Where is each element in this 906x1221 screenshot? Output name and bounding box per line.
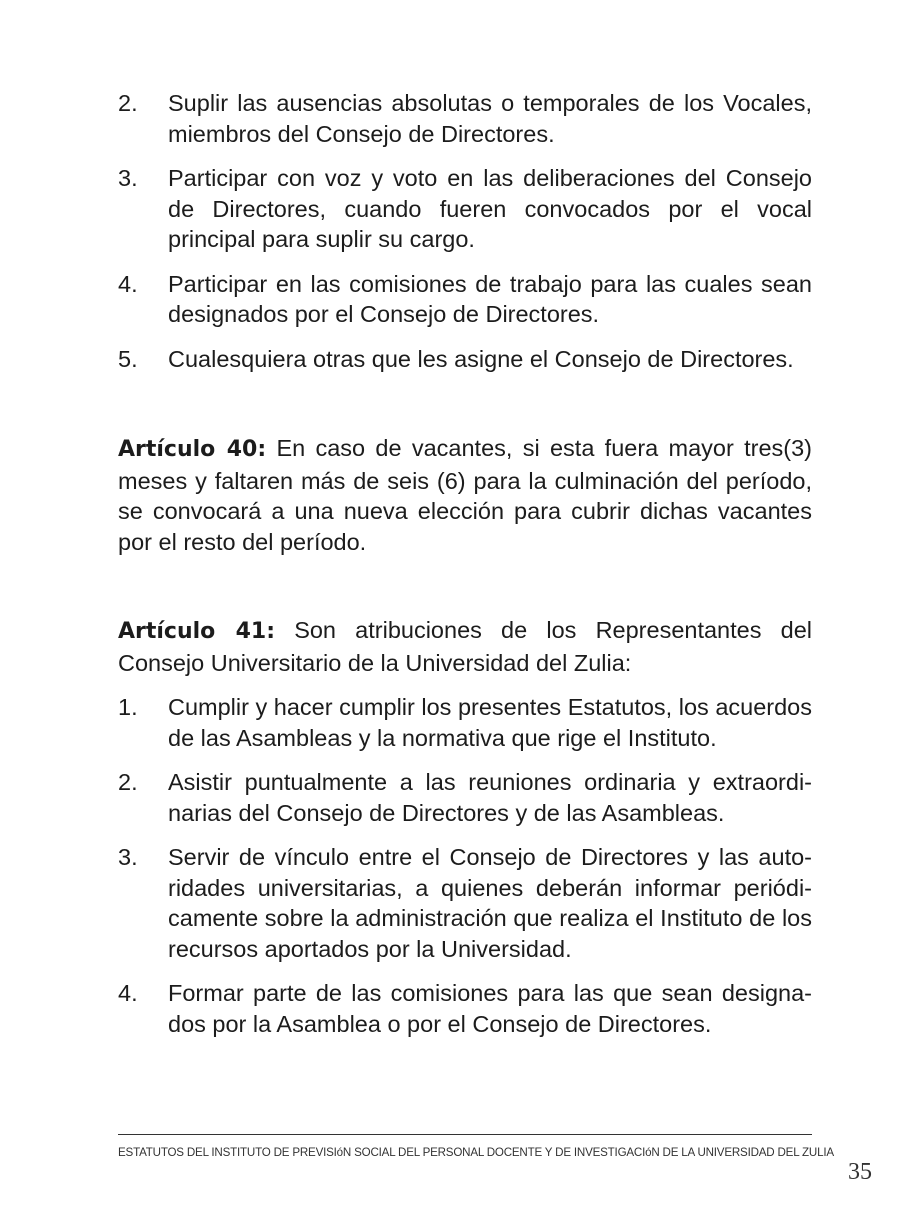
attributions-list-continued bbox=[118, 88, 812, 374]
footer-divider bbox=[118, 1134, 812, 1135]
list-item bbox=[118, 88, 812, 149]
list-item bbox=[118, 344, 812, 375]
running-footer: ESTATUTOS DEL INSTITUTO DE PREVISIóN SOCIAL DEL PERSONAL DOCENTE Y DE INVESTIGACIóN DE LA UNIVERSIDAD DEL ZULIA bbox=[118, 1146, 834, 1159]
article-41-paragraph bbox=[118, 615, 812, 678]
page-body bbox=[118, 88, 812, 1053]
article-41-list bbox=[118, 692, 812, 1039]
list-item bbox=[118, 692, 812, 753]
list-item-number: 4. bbox=[118, 980, 138, 1006]
list-item-text: Cualesquiera otras que les asigne el Consejo de Directores. bbox=[168, 345, 794, 372]
list-item-text: Formar parte de las comisiones para las que sean designados por la Asamblea o por el Consejo de Directores. bbox=[168, 980, 812, 1037]
list-item-text: Cumplir y hacer cumplir los presentes Estatutos, los acuerdos de las Asambleas y la normativa que rige el Instituto. bbox=[168, 694, 812, 751]
article-41-heading: Artículo 41: bbox=[118, 619, 276, 644]
list-item bbox=[118, 163, 812, 255]
list-item-text: Suplir las ausencias absolutas o temporales de los Vocales, miembros del Consejo de Directores. bbox=[168, 90, 812, 147]
list-item bbox=[118, 767, 812, 828]
list-item-number: 3. bbox=[118, 844, 138, 870]
list-item-text: Servir de vínculo entre el Consejo de Directores y las autoridades universitarias, a quienes deberán informar periódicamente sobre la administración que realiza el Instituto de los recursos aportados por la Universidad. bbox=[168, 844, 812, 962]
list-item-number: 5. bbox=[118, 345, 138, 372]
list-item-number: 4. bbox=[118, 270, 138, 297]
list-item-number: 2. bbox=[118, 769, 138, 795]
list-item bbox=[118, 842, 812, 964]
list-item-text: Participar en las comisiones de trabajo para las cuales sean designados por el Consejo de Directores. bbox=[168, 270, 812, 327]
list-item-number: 2. bbox=[118, 90, 138, 116]
list-item bbox=[118, 978, 812, 1039]
article-40-heading: Artículo 40: bbox=[118, 437, 267, 462]
list-item-number: 3. bbox=[118, 165, 138, 191]
article-40-paragraph bbox=[118, 433, 812, 557]
page-number: 35 bbox=[848, 1159, 872, 1185]
article-40-text: En caso de vacantes, si esta fuera mayor tres(3) meses y faltaren más de seis (6) para la culminación del período, se convocará a una nueva elección para cubrir dichas vacantes por el resto del período. bbox=[118, 435, 813, 555]
list-item bbox=[118, 269, 812, 330]
article-41-text: Son atribuciones de los Representantes del Consejo Universitario de la Universidad del Zulia: bbox=[118, 617, 813, 676]
list-item-text: Asistir puntualmente a las reuniones ordinaria y extraordinarias del Consejo de Directores y de las Asambleas. bbox=[168, 769, 812, 826]
list-item-number: 1. bbox=[118, 694, 138, 720]
list-item-text: Participar con voz y voto en las deliberaciones del Consejo de Directores, cuando fueren convocados por el vocal principal para suplir su cargo. bbox=[168, 165, 812, 252]
